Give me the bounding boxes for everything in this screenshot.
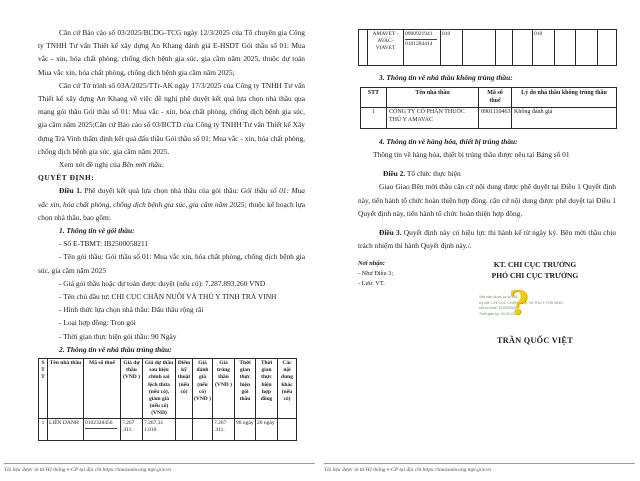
item-chu-dau-tu: - Tên chủ đầu tư: CHI CỤC CHĂN NUÔI VÀ THÚ Y TỈNH TRÀ VINH bbox=[59, 292, 277, 302]
cell-duration: 90 ngày bbox=[235, 419, 256, 441]
decision-heading: QUYẾT ĐỊNH: bbox=[38, 173, 95, 183]
item-loai-hop-dong: - Loại hợp đồng: Trọn gói bbox=[59, 318, 136, 328]
cell-tech-score bbox=[176, 419, 193, 441]
cell-duration bbox=[555, 30, 576, 66]
section-4-title: 4. Thông tin về hàng hóa, thiết bị trúng thầu: bbox=[379, 136, 518, 146]
citation-paragraph-2: Căn cứ Tờ trình số 03A/2025/TTr-AK ngày 17/3/2025 của Công ty TNHH Tư vấn Thiết kế xây dựng An Khang về việc đề nghị phê duyệt kết quả lựa chọn nhà thầu qua mạng gói thầu Gói thầu số 01: Mua vắc - xin, hóa chất phòng, chống dịch bệnh gia súc, gia cầm năm 2025;Căn cứ Báo cáo số 03/BCTD của Công ty TNHH Tư vấn Thiết kế Xây dựng Trà Vinh thẩm định kết quả đấu thầu Gói thầu số 01: Mua vắc - xin, hóa chất phòng, chống dịch bệnh gia súc, gia cầm năm 2025. bbox=[38, 80, 305, 156]
cell-reason: Không đánh giá bbox=[512, 107, 617, 128]
winner-table-continuation bbox=[358, 29, 617, 66]
cell-contract-duration: 20 ngày bbox=[256, 419, 278, 441]
cell-eval-price bbox=[513, 30, 533, 66]
recipient-item: - Như Điều 3; bbox=[358, 270, 394, 278]
signer-title-2: PHÓ CHI CỤC TRƯỞNG bbox=[491, 271, 579, 281]
cell-adjusted-price bbox=[463, 30, 496, 66]
dieu-1-paragraph: Điều 1. Phê duyệt kết quả lựa chọn nhà thầu của gói thầu: Gói thầu số 01: Mua vắc xin, hóa chất phòng, chống dịch bệnh gia súc, gia cầm năm 2025; thuộc kế hoạch lựa chọn nhà thầu, bao gồm: bbox=[38, 186, 306, 222]
col-thoi-gian-goi-thau: Thời gian thực hiện gói thầu bbox=[235, 359, 256, 419]
col-gia-du-thau: Giá dự thầu (VND ) bbox=[121, 359, 143, 419]
recipients-title: Nơi nhận: bbox=[358, 260, 386, 268]
cell-tax: 0900921941 0101284414 bbox=[404, 30, 441, 66]
continuation-row bbox=[359, 30, 617, 66]
col-stt: S T T bbox=[39, 359, 48, 419]
winner-table-header-row bbox=[39, 359, 297, 419]
dieu-3-label: Điều 3. bbox=[379, 228, 402, 238]
cell-tax: 0102328456 bbox=[84, 419, 121, 441]
cell-bid-price: 010 bbox=[441, 30, 463, 66]
item-etbmt: - Số E-TBMT: IB2500058211 bbox=[59, 239, 149, 249]
col-gia-danh-gia: Giá đánh giá (nếu có) (VND ) bbox=[193, 359, 213, 419]
section-3-title: 3. Thông tin về nhà thầu không trúng thầu: bbox=[379, 73, 513, 82]
ben-moi-thau-italic: Bên mời thầu. bbox=[122, 160, 164, 170]
tax-divider-line bbox=[405, 39, 437, 40]
winner-bidder-table bbox=[38, 358, 297, 441]
cell-contract-duration bbox=[576, 30, 598, 66]
winner-table-row bbox=[39, 419, 297, 441]
cell-name: AMAVET - AVAC-VIAVET bbox=[368, 30, 404, 66]
cell-tax: 0901110463 bbox=[479, 107, 512, 128]
recipient-item: - Lưu: VT. bbox=[358, 279, 385, 287]
item-thoi-gian: - Thời gian thực hiện gói thầu: 90 Ngày bbox=[59, 331, 177, 341]
cell-stt bbox=[359, 30, 368, 66]
col-diem-ky-thuat: Điểm kỹ thuật (nếu có) bbox=[176, 359, 193, 419]
loser-table-header-row bbox=[361, 88, 617, 108]
dieu-2-paragraph: Giao Giao Bên mời thầu căn cứ nội dung được phê duyệt tại Điều 1 Quyết định này, tiến hành tổ chức hoàn thiện hợp đồng. căn cứ nội dung được phê duyệt tại Điều 1 Quyết định này, tiến hành tổ chức hoàn thiện hợp đồng. bbox=[358, 182, 616, 218]
section-4-text: Thông tin về hàng hóa, thiết bị trúng thầu được nêu tại Bảng số 01 bbox=[373, 150, 570, 159]
question-mark-icon: ? bbox=[509, 283, 529, 323]
dieu-2-label: Điều 2. bbox=[383, 169, 406, 179]
non-winning-bidder-table bbox=[360, 87, 617, 129]
signer-title-1: KT. CHI CỤC TRƯỞNG bbox=[493, 260, 577, 270]
col-stt: STT bbox=[361, 88, 387, 108]
recipients-block bbox=[358, 259, 454, 345]
digital-signature-stamp bbox=[479, 283, 591, 328]
cell-eval-price bbox=[193, 419, 213, 441]
item-gia-goi-thau: - Giá gói thầu hoặc dự toán được duyệt (nếu có): 7.287.893.260 VND bbox=[59, 278, 266, 288]
cell-stt: 1 bbox=[39, 419, 48, 441]
col-noi-dung-khac: Các nội dung khác (nếu có) bbox=[278, 359, 297, 419]
dieu-2-heading: Điều 2. Tổ chức thực hiện bbox=[383, 169, 461, 179]
col-ma-so-thue: Mã số thuế bbox=[479, 88, 512, 108]
cell-bid-price: 7.267 .311. bbox=[121, 419, 143, 441]
tax-divider-line bbox=[85, 428, 117, 429]
cell-name: LIÊN DANH bbox=[48, 419, 84, 441]
col-gia-sau-hieu-chinh: Giá dự thầu sau hiệu chỉnh sai lệch thừa (nếu có), giảm giá (nếu có) (VND) bbox=[143, 359, 176, 419]
cell-stt: 1 bbox=[361, 107, 387, 128]
col-thoi-gian-hop-dong: Thời gian thực hiện hợp đồng bbox=[256, 359, 278, 419]
col-gia-trung-thau: Giá trúng thầu (VND ) bbox=[213, 359, 235, 419]
cell-name: CÔNG TY CỔ PHẦN THUỐC THÚ Y AMAVAC bbox=[387, 107, 479, 128]
col-ly-do: Lý do nhà thầu không trúng thầu bbox=[512, 88, 617, 108]
stamp-text: Văn bản được ký số bởi Ký bởi: CHI CỤC CHĂN NUÔI VÀ THÚ Y TRÀ VINH Mã số thuế: 2100203080 Thời gian ký: 20.03.2025 bbox=[479, 295, 563, 316]
review-line: Xem xét đề nghị của Bên mời thầu. bbox=[59, 160, 164, 170]
cell-tech-score bbox=[496, 30, 513, 66]
signer-name: TRẦN QUỐC VIỆT bbox=[497, 336, 573, 346]
item-hinh-thuc: - Hình thức lựa chọn nhà thầu: Đấu thầu rộng rãi bbox=[59, 305, 204, 315]
section-1-title: 1. Thông tin về gói thầu: bbox=[59, 226, 135, 236]
cell-win-price: 010 bbox=[533, 30, 555, 66]
col-ten-nha-thau: Tên nhà thầu bbox=[48, 359, 84, 419]
citation-paragraph-1: Căn cứ Báo cáo số 03/2025/BCDG-TCG ngày 12/3/2025 của Tổ chuyên gia Công ty TNHH Tư vấn Thiết kế xây dựng An Khang đánh giá E-HSDT Gói thầu số 01: Mua vắc - xin, hóa chất phòng, chống dịch bệnh gia súc, gia cầm năm 2025, thuộc dự toán Mua vắc xin, hóa chất phòng, chống dịch bệnh gia cầm năm 2025; bbox=[38, 28, 305, 77]
dieu-3-paragraph: Điều 3. Quyết định này có hiệu lực thi hành kể từ ngày ký. Bên mời thầu chịu trách nhiệm thi hành Quyết định này./. bbox=[358, 228, 616, 251]
col-ten-nha-thau: Tên nhà thầu bbox=[387, 88, 479, 108]
cell-adjusted-price: 7.267.31 1.010 bbox=[143, 419, 176, 441]
signature-area bbox=[358, 259, 616, 345]
page-footer-left: Tài liệu được in từ Hệ thống e-GP tại địa chỉ https://muasamcong.mpi.gov.vn bbox=[4, 463, 315, 473]
item-ten-goi-thau: - Tên gói thầu: Gói thầu số 01: Mua vắc xin, hóa chất phòng, chống dịch bệnh gia súc, gia cầm năm 2025 bbox=[38, 252, 305, 275]
cell-other bbox=[278, 419, 297, 441]
signer-block bbox=[454, 259, 616, 345]
loser-table-row bbox=[361, 107, 617, 128]
col-ma-so-thue: Mã số thuế bbox=[84, 359, 121, 419]
dieu-1-label: Điều 1. bbox=[59, 186, 82, 196]
cell-win-price: 7.267 .311. bbox=[213, 419, 235, 441]
cell-other bbox=[598, 30, 617, 66]
page-footer-right: Tài liệu được in từ Hệ thống e-GP tại địa chỉ https://muasamcong.mpi.gov.vn bbox=[324, 463, 635, 473]
document-page-right bbox=[320, 0, 640, 481]
section-2-title: 2. Thông tin về nhà thầu trúng thầu: bbox=[59, 344, 172, 354]
